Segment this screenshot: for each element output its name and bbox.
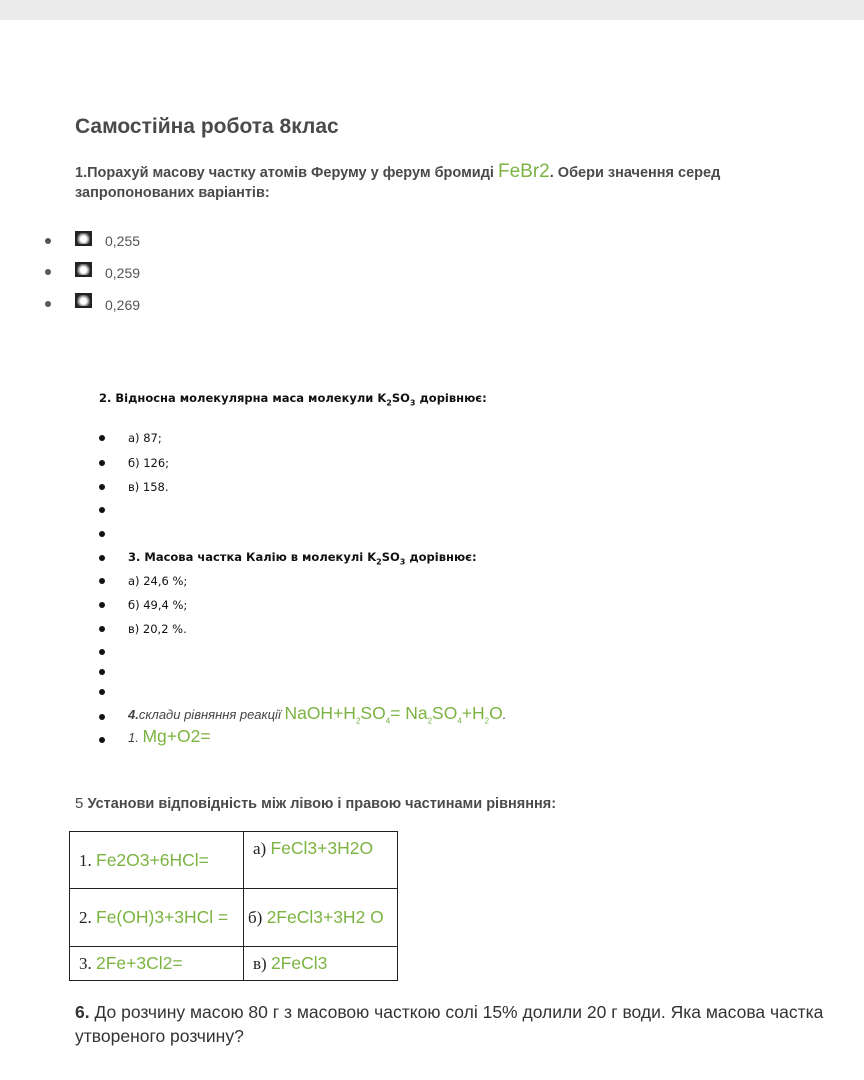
bullet-icon: [99, 669, 105, 675]
table-cell-left: 3. 2Fe+3Cl2=: [70, 947, 244, 981]
option-label: а) 24,6 %;: [128, 574, 188, 588]
table-cell-left: 1. Fe2O3+6HCl=: [70, 832, 244, 889]
question-2: [99, 391, 487, 407]
question-1-formula: FeBr2: [497, 161, 550, 182]
bullet-icon: [99, 507, 105, 513]
question-4: [128, 703, 506, 726]
option-label: 0,259: [105, 265, 141, 281]
formula-part: SO: [381, 550, 400, 564]
option-label: 0,255: [105, 233, 141, 249]
matching-table: [69, 831, 398, 981]
bullet-icon: [99, 626, 105, 632]
option-label: 0,269: [105, 297, 141, 313]
bullet-icon: [45, 301, 51, 307]
question-1-text-end: . Обери значення серед запропонованих варіантів:: [75, 165, 721, 201]
bullet-icon: [99, 531, 105, 537]
option-label: б) 49,4 %;: [128, 598, 188, 612]
question-1-text: 1.Порахуй масову частку атомів Феруму у ферум бромиді: [75, 165, 498, 181]
table-cell-right: а) FeCl3+3H2O: [244, 832, 398, 889]
radio-button-icon[interactable]: [75, 293, 92, 308]
option-label: а) 87;: [128, 431, 162, 445]
bullet-icon: [99, 555, 105, 561]
question-2-text-end: дорівнює:: [415, 391, 487, 405]
question-3: [128, 550, 477, 566]
formula-part: SO: [391, 391, 410, 405]
question-4-text: склади рівняння реакції: [138, 707, 285, 722]
question-5: [75, 795, 556, 812]
option-label: б) 126;: [128, 456, 170, 470]
option-label: в) 20,2 %.: [128, 622, 187, 636]
question-6-text: До розчину масою 80 г з масовою часткою солі 15% долили 20 г води. Яка масова частка утвореного розчину?: [75, 1002, 824, 1046]
question-4-equation: $NaOH+H_2SO_4= Na_2SO_4+H_2O$: [284, 703, 503, 726]
table-cell-left: 2. Fe(OH)3+3HCl =: [70, 889, 244, 947]
bullet-icon: [45, 238, 51, 244]
question-3-text: 3. Масова частка Калію в молекулі K: [128, 550, 377, 564]
bullet-icon: [99, 689, 105, 695]
table-row: [70, 889, 398, 947]
question-6-number: 6.: [75, 1002, 90, 1022]
question-4-number: 4.: [128, 707, 139, 722]
radio-button-icon[interactable]: [75, 231, 92, 246]
question-6: [75, 1000, 864, 1048]
bullet-icon: [99, 435, 105, 441]
subscript: 3: [409, 398, 416, 408]
question-4b-equation: Mg+O2=: [142, 726, 211, 746]
page-title: Самостійна робота 8клас: [75, 115, 339, 138]
table-row: [70, 832, 398, 889]
bullet-icon: [99, 649, 105, 655]
bullet-icon: [99, 737, 105, 743]
question-4b: [128, 726, 211, 747]
question-2-text: 2. Відносна молекулярна маса молекули K: [99, 391, 387, 405]
radio-button-icon[interactable]: [75, 262, 92, 277]
bullet-icon: [99, 602, 105, 608]
subscript: 2: [386, 398, 392, 408]
question-1: [75, 162, 815, 203]
table-row: [70, 947, 398, 981]
question-5-number: 5: [75, 795, 88, 812]
bullet-icon: [99, 484, 105, 490]
bullet-icon: [99, 714, 105, 720]
top-bar: [0, 0, 864, 20]
option-label: в) 158.: [128, 480, 169, 494]
question-4b-number: 1.: [128, 730, 139, 745]
subscript: 2: [376, 557, 382, 567]
bullet-icon: [99, 460, 105, 466]
question-5-text: Установи відповідність між лівою і правою частинами рівняння:: [87, 796, 557, 812]
bullet-icon: [99, 578, 105, 584]
bullet-icon: [45, 269, 51, 275]
table-cell-right: б) 2FeCl3+3H2 O: [244, 889, 398, 947]
question-4-end: .: [502, 707, 507, 722]
table-cell-right: в) 2FeCl3: [244, 947, 398, 981]
question-3-text-end: дорівнює:: [405, 550, 477, 564]
subscript: 3: [399, 557, 406, 567]
